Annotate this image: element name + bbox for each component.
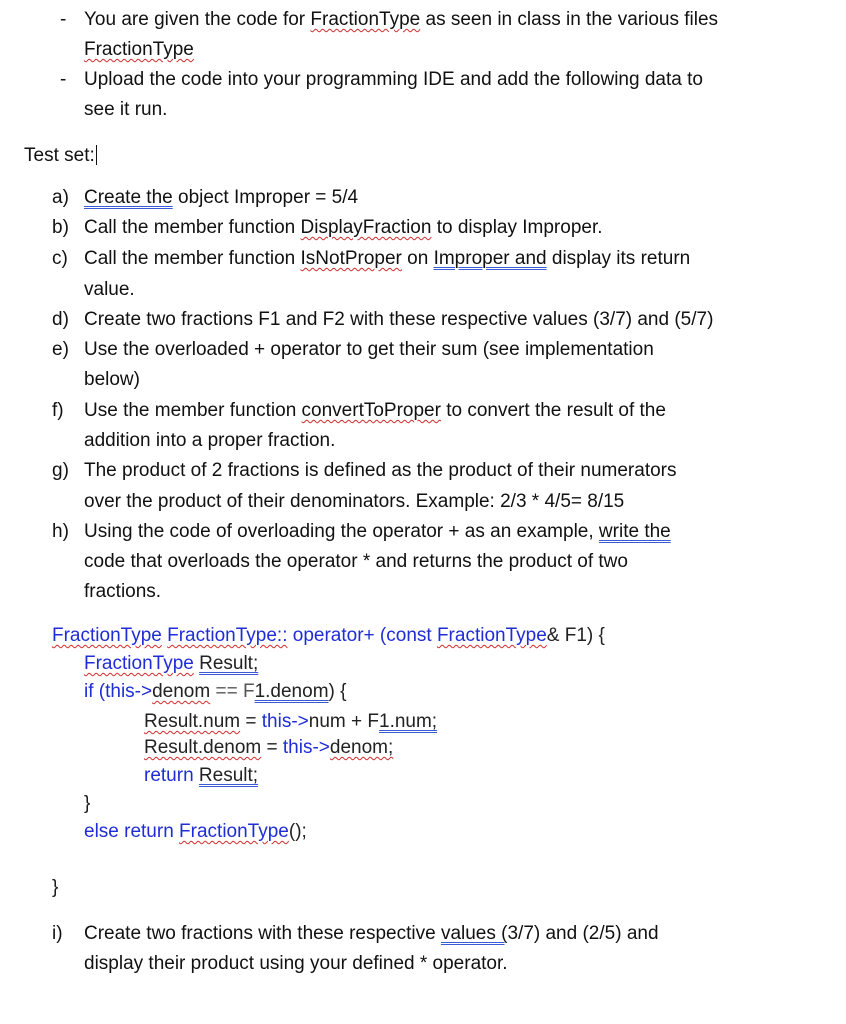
code-text: == F [210,681,255,702]
list-marker: f) [52,400,64,421]
item-text: Using the code of overloading the operator + as an example, [84,521,599,542]
item-c-line-2: value. [84,279,135,300]
code-line-7: } [84,793,91,814]
item-text: 3/7) and (2/5) and [507,923,659,944]
list-marker: a) [52,187,69,208]
item-c [84,247,690,271]
code-line-3 [84,680,346,704]
item-text: Call the member function [84,217,301,238]
list-marker: e) [52,339,69,360]
intro-text: You are given the code for [84,9,311,30]
code-member: denom [152,681,211,702]
item-i-line-2: display their product using your defined * operator. [84,953,508,974]
code-operator: operator+ ( [287,625,387,646]
grammar-flag: write the [598,521,671,542]
item-i [84,922,659,946]
code-text: = [240,711,262,732]
code-text: & F1) { [546,625,605,646]
code-type: FractionType [436,625,547,646]
code-member: Result.denom [144,737,262,758]
code-line-2 [84,652,258,676]
item-h-line-3: fractions. [84,581,162,602]
code-text: num + F [308,711,379,732]
code-type: FractionType [52,625,162,646]
code-member: 1.denom [254,681,329,702]
code-keyword: return [144,765,199,786]
function-name: convertToProper [301,400,441,421]
item-text: to display Improper. [431,217,603,238]
test-set-heading [24,144,97,168]
item-f [84,399,666,423]
code-member: 1.num; [379,711,438,732]
bullet-dash: - [60,69,67,90]
list-marker: h) [52,521,69,542]
fraction-type-name: FractionType [84,39,194,60]
intro-bullet-1-line-1 [84,8,718,32]
code-line-1 [52,624,605,648]
list-marker: b) [52,217,69,238]
intro-bullet-2-line-1: Upload the code into your programming IDE and add the following data to [84,69,703,90]
grammar-flag: Create the [84,187,173,208]
code-text: = [261,737,283,758]
item-e: Use the overloaded + operator to get their sum (see implementation [84,339,654,360]
code-keyword: this-> [261,711,309,732]
list-marker: d) [52,309,69,330]
item-h-line-2: code that overloads the operator * and returns the product of two [84,551,628,572]
item-h [84,520,671,544]
item-a [84,186,358,210]
item-g: The product of 2 fractions is defined as the product of their numerators [84,460,677,481]
item-text: Use the member function [84,400,302,421]
code-keyword: const [386,625,432,646]
item-text: display its return [546,248,691,269]
code-var: Result; [199,653,259,674]
list-marker: g) [52,460,69,481]
item-text: on [401,248,434,269]
bullet-dash: - [60,9,67,30]
code-text: (); [288,821,307,842]
list-marker: i) [52,923,63,944]
item-g-line-2: over the product of their denominators. Example: 2/3 * 4/5= 8/15 [84,491,625,512]
item-text: Create two fractions with these respective [84,923,441,944]
code-scope: FractionType:: [167,625,288,646]
fraction-type-name: FractionType [310,9,421,30]
function-name: DisplayFraction [300,217,432,238]
code-var: Result; [198,765,259,786]
item-b [84,216,603,240]
code-line-6 [144,764,258,788]
item-d: Create two fractions F1 and F2 with these respective values (3/7) and (5/7) [84,309,714,330]
grammar-flag: values ( [440,923,508,944]
code-member: Result.num [144,711,241,732]
code-text: ) { [328,681,347,702]
intro-text: as seen in class in the various files [420,9,719,30]
function-name: IsNotProper [300,248,402,269]
intro-bullet-2-line-2: see it run. [84,99,168,120]
code-keyword: else return [84,821,180,842]
intro-bullet-1-line-2 [84,38,194,62]
item-e-line-2: below) [84,369,140,390]
code-keyword: if ( [84,681,106,702]
test-set-label: Test set: [24,145,95,166]
item-text: Call the member function [84,248,301,269]
item-text: to convert the result of the [440,400,666,421]
code-type: FractionType [84,653,194,674]
code-line-4 [144,710,437,734]
code-line-9: } [52,877,59,898]
code-keyword: this-> [282,737,330,758]
list-marker: c) [52,248,68,269]
code-keyword: this-> [105,681,153,702]
text-cursor [96,145,97,165]
code-type: FractionType [179,821,289,842]
code-line-5 [144,736,393,760]
code-member: denom; [329,737,394,758]
item-f-line-2: addition into a proper fraction. [84,430,336,451]
grammar-flag: Improper and [433,248,547,269]
code-line-8 [84,820,307,844]
item-text: object Improper = 5/4 [172,187,359,208]
